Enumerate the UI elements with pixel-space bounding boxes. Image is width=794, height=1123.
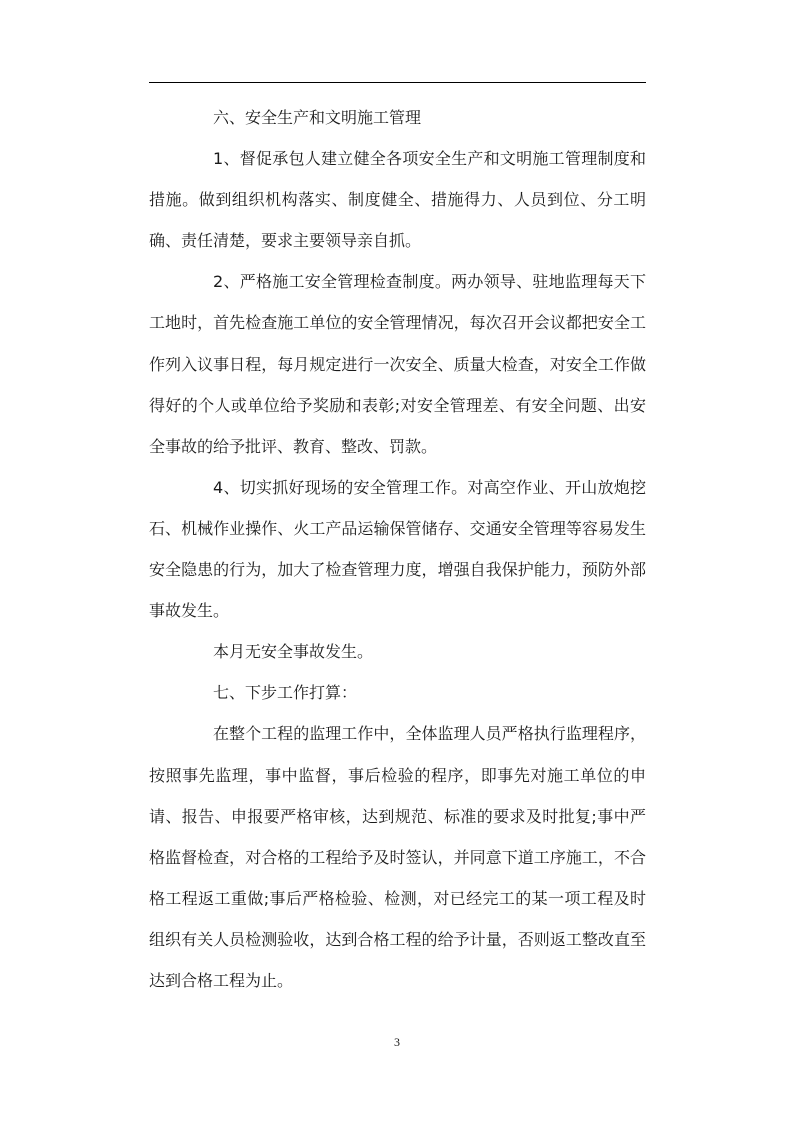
- page-number: 3: [394, 1035, 400, 1049]
- paragraph-item-4: 4、切实抓好现场的安全管理工作。对高空作业、开山放炮挖石、机械作业操作、火工产品运输保管储存、交通安全管理等容易发生安全隐患的行为，加大了检查管理力度，增强自我保护能力，预防外部事故发生。: [149, 477, 646, 621]
- paragraph-item-2: 2、严格施工安全管理检查制度。两办领导、驻地监理每天下工地时，首先检查施工单位的安全管理情况，每次召开会议都把安全工作列入议事日程，每月规定进行一次安全、质量大检查，对安全工作做得好的个人或单位给予奖励和表彰;对安全管理差、有安全问题、出安全事故的给予批评、教育、整改、罚款。: [149, 272, 646, 456]
- document-body: [149, 97, 646, 1001]
- header-divider: [149, 82, 646, 83]
- section-heading-next-steps: 七、下步工作打算：: [213, 683, 358, 703]
- section-heading-safety: 六、安全生产和文明施工管理: [213, 108, 422, 127]
- paragraph-supervision-plan: 在整个工程的监理工作中，全体监理人员严格执行监理程序，按照事先监理，事中监督，事后检验的程序，即事先对施工单位的申请、报告、申报要严格审核，达到规范、标准的要求及时批复;事中严格监督检查，对合格的工程给予及时签认，并同意下道工序施工，不合格工程返工重做;事后严格检验、检测，对已经完工的某一项工程及时组织有关人员检测验收，达到合格工程的给予计量，否则返工整改直至达到合格工程为止。: [149, 724, 646, 990]
- paragraph-no-accident: 本月无安全事故发生。: [213, 642, 374, 662]
- paragraph-item-1: 1、督促承包人建立健全各项安全生产和文明施工管理制度和措施。做到组织机构落实、制度健全、措施得力、人员到位、分工明确、责任清楚，要求主要领导亲自抓。: [149, 149, 646, 251]
